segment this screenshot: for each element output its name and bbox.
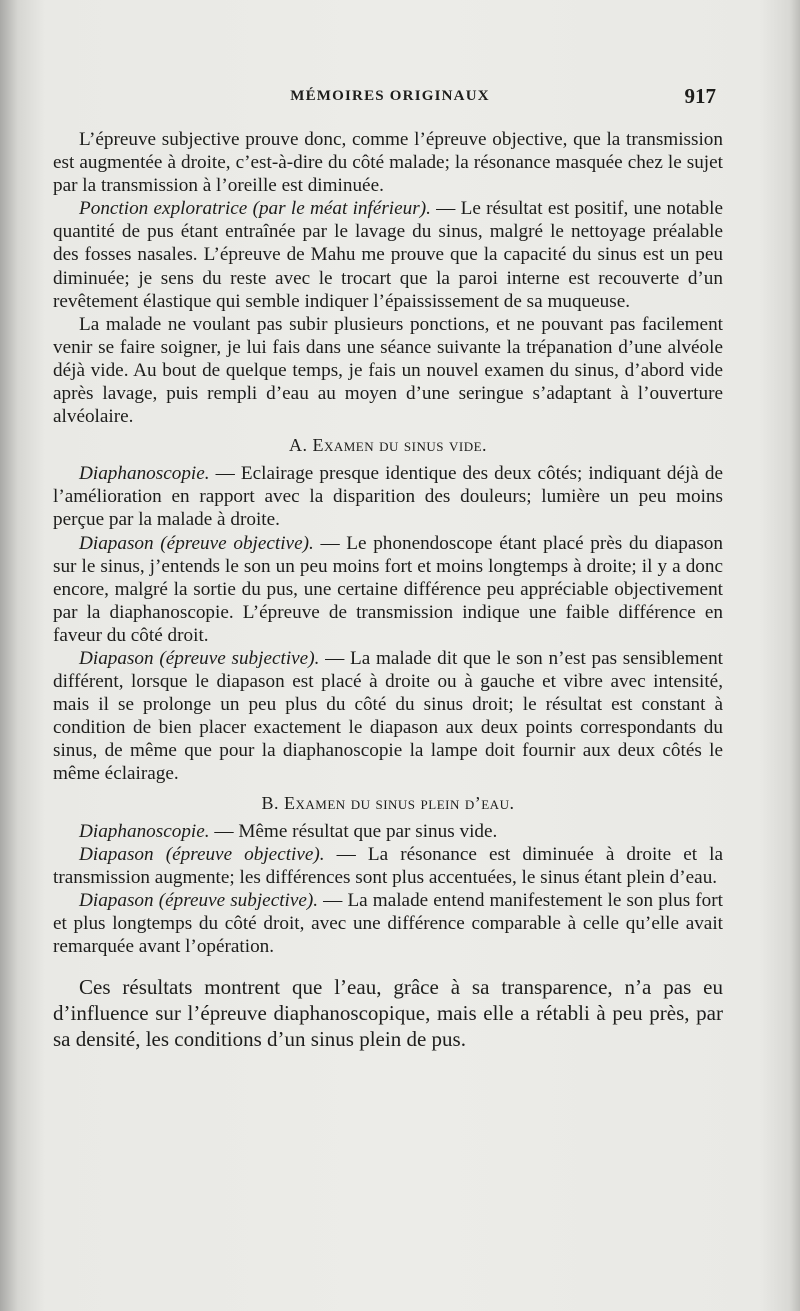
paragraph-text: — Le phonendoscope étant placé près du diapason sur le sinus, j’entends le son un peu moins fort et moins longtemps à droite; il y a donc encore, malgré la sortie du pus, une certaine différence peu appréciable objectivement par la diaphanoscopie. L’épreuve de transmission indique une faible différence en faveur du côté droit. — [53, 532, 723, 646]
paragraph-text: — La malade dit que le son n’est pas sensiblement différent, lorsque le diapason est placé à droite ou à gauche et vibre avec intensité, mais il se prolonge un peu plus du côté du sinus droit; le résultat est constant à condition de bien placer exactement le diapason aux deux points correspondants du sinus, de même que pour la diaphanoscopie la lampe doit fournir aux deux côtés le même éclairage. — [53, 647, 723, 785]
paragraph — [53, 197, 723, 312]
paragraph-label: Diaphanoscopie. — [79, 463, 210, 485]
paragraph — [53, 889, 723, 958]
section-title: Examen du sinus vide. — [312, 435, 488, 456]
running-head: MÉMOIRES ORIGINAUX — [290, 88, 490, 104]
paragraph-label: Ponction exploratrice (par le méat inférieur). — [79, 198, 431, 220]
paragraph-label: Diapason (épreuve subjective). — [79, 647, 320, 669]
section-letter: A. — [288, 435, 308, 456]
paragraph — [53, 647, 723, 786]
paragraph-label: Diapason (épreuve objective). — [79, 843, 325, 865]
paragraph-label: Diapason (épreuve objective). — [79, 532, 314, 554]
section-letter: B. — [261, 792, 280, 813]
paragraph-label: Diapason (épreuve subjective). — [79, 889, 319, 911]
section-heading-b — [53, 792, 723, 814]
paragraph — [53, 462, 723, 531]
page-header — [60, 84, 720, 114]
paragraph-text: — La malade entend manifestement le son plus fort et plus longtemps du côté droit, avec une différence comparable à celle qu’elle avait remarquée avant l’opération. — [53, 889, 723, 957]
section-title: Examen du sinus plein d’eau. — [284, 792, 515, 813]
paragraph: La malade ne voulant pas subir plusieurs ponctions, et ne pouvant pas facilement venir se faire soigner, je lui fais dans une séance suivante la trépanation d’une alvéole déjà vide. Au bout de quelque temps, je fais un nouvel examen du sinus, d’abord vide après lavage, puis rempli d’eau au moyen d’une seringue s’adaptant à l’ouverture alvéolaire. — [53, 313, 723, 428]
paragraph — [53, 532, 723, 647]
paragraph: L’épreuve subjective prouve donc, comme l’épreuve objective, que la transmission est augmentée à droite, c’est-à-dire du côté malade; la résonance masquée chez le sujet par la transmission à l’oreille est diminuée. — [53, 129, 723, 197]
paragraph-text: — Même résultat que par sinus vide. — [209, 820, 498, 842]
paragraph-text: — Le résultat est positif, une notable quantité de pus étant entraînée par le lavage du sinus, malgré le nettoyage préalable des fosses nasales. L’épreuve de Mahu me prouve que la capacité du sinus est un peu diminuée; je sens du reste avec le trocart que la paroi interne est recouverte d’un revêtement élastique qui semble indiquer l’épaississement de sa muqueuse. — [53, 198, 723, 312]
paragraph — [53, 843, 723, 889]
paragraph-label: Diaphanoscopie. — [79, 820, 210, 842]
conclusion-paragraph: Ces résultats montrent que l’eau, grâce à sa transparence, n’a pas eu d’influence sur l’épreuve diaphanoscopique, mais elle a rétabli à peu près, par sa densité, les conditions d’un sinus plein de pus. — [53, 975, 723, 1052]
paragraph-text: — Eclairage presque identique des deux côtés; indiquant déjà de l’amélioration en rapport avec la disparition des douleurs; lumière un peu moins perçue par la malade à droite. — [53, 463, 723, 531]
page-number: 917 — [684, 84, 716, 108]
page-body — [53, 128, 723, 1052]
paragraph-text: — La résonance est diminuée à droite et la transmission augmente; les différences sont plus accentuées, le sinus étant plein d’eau. — [53, 843, 724, 888]
paragraph — [53, 820, 723, 843]
section-heading-a — [53, 434, 723, 456]
